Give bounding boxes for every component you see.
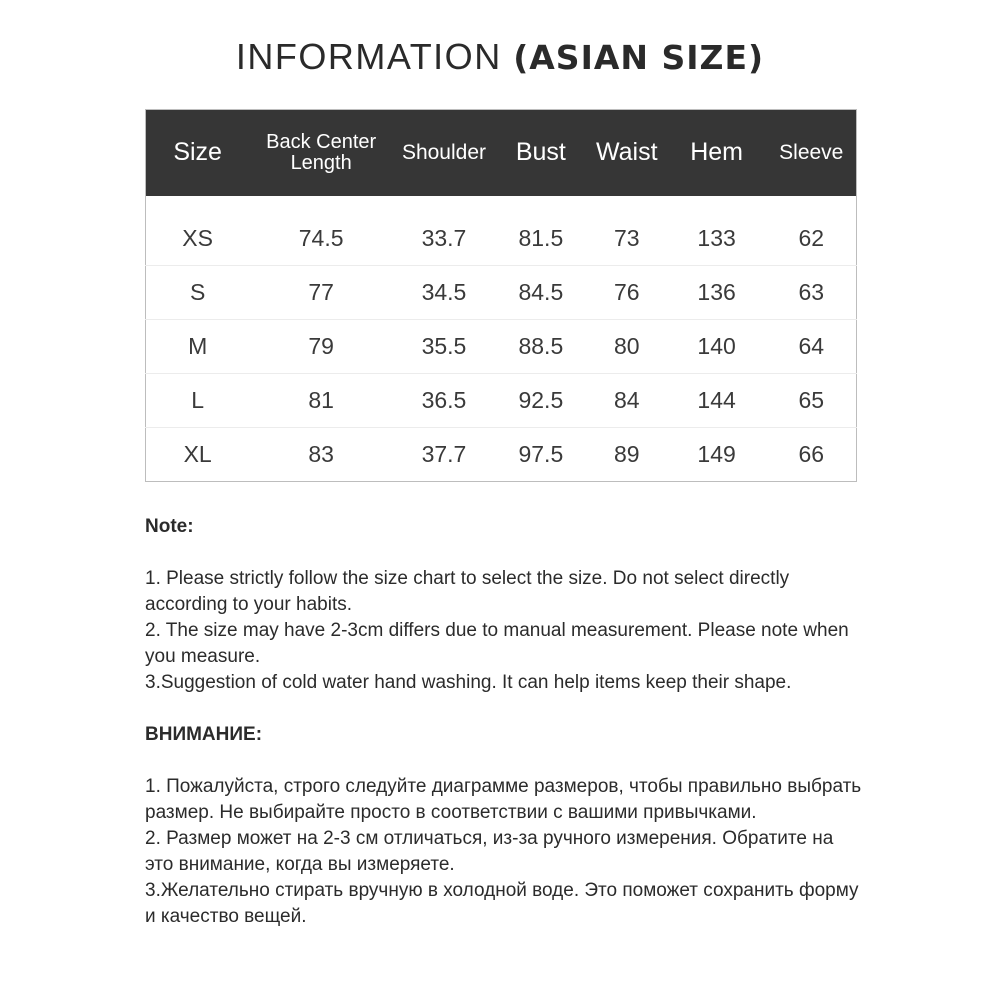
cell-shoulder: 36.5	[393, 374, 495, 428]
cell-shoulder: 35.5	[393, 320, 495, 374]
cell-back-center-length: 74.5	[298, 224, 344, 251]
cell-shoulder: 33.7	[421, 224, 467, 251]
cell-sleeve: 63	[767, 266, 857, 320]
cell-bust: 88.5	[495, 320, 587, 374]
cell-waist: 80	[587, 320, 667, 374]
cell-back-center-length: 83	[249, 428, 393, 482]
notes-section	[145, 514, 865, 930]
cell-sleeve: 64	[767, 320, 857, 374]
cell-bust: 81.5	[518, 224, 564, 251]
header-back-center-line2: Length	[290, 151, 352, 174]
notes-en-item: 2. The size may have 2-3cm differs due to manual measurement. Please note when you measure.	[145, 620, 849, 667]
cell-back-center-length: 77	[249, 266, 393, 320]
header-bust: Bust	[515, 138, 566, 167]
cell-sleeve: 62	[798, 224, 825, 251]
cell-size: L	[146, 374, 250, 428]
notes-en-heading: Note:	[145, 516, 194, 537]
cell-size: XL	[146, 428, 250, 482]
notes-ru-item: 1. Пожалуйста, строго следуйте диаграмме размеров, чтобы правильно выбрать размер. Не выбирайте просто в соответствии с вашими привычками.	[145, 776, 862, 823]
cell-hem: 136	[667, 266, 767, 320]
cell-hem: 133	[697, 224, 736, 251]
header-waist: Waist	[595, 138, 658, 167]
table-row	[146, 428, 857, 482]
header-back-center-length	[249, 110, 393, 196]
notes-ru-heading: ВНИМАНИЕ:	[145, 724, 263, 745]
cell-sleeve: 65	[767, 374, 857, 428]
table-spacer	[146, 196, 857, 212]
cell-shoulder: 37.7	[393, 428, 495, 482]
cell-waist: 73	[613, 224, 640, 251]
table-row	[146, 320, 857, 374]
cell-size: S	[146, 266, 250, 320]
cell-back-center-length: 79	[249, 320, 393, 374]
notes-en-item: 1. Please strictly follow the size chart to select the size. Do not select directly according to your habits.	[145, 568, 790, 615]
title-bold: (ASIAN SIZE)	[513, 38, 765, 77]
notes-en-item: 3.Suggestion of cold water hand washing. It can help items keep their shape.	[145, 672, 792, 693]
table-row	[146, 374, 857, 428]
table-header-row	[146, 110, 857, 196]
header-sleeve: Sleeve	[779, 141, 844, 165]
cell-hem: 144	[667, 374, 767, 428]
header-back-center-line1: Back Center	[266, 130, 377, 153]
cell-size: M	[146, 320, 250, 374]
cell-waist: 84	[587, 374, 667, 428]
cell-hem: 149	[667, 428, 767, 482]
header-shoulder: Shoulder	[401, 141, 486, 165]
cell-back-center-length: 81	[249, 374, 393, 428]
header-hem: Hem	[690, 138, 744, 167]
table-row	[146, 212, 857, 266]
title-light: INFORMATION	[235, 36, 514, 77]
cell-size: XS	[182, 224, 213, 251]
size-chart-table	[145, 109, 857, 482]
cell-waist: 89	[587, 428, 667, 482]
notes-ru-item: 3.Желательно стирать вручную в холодной воде. Это поможет сохранить форму и качество вещей.	[145, 880, 859, 927]
cell-waist: 76	[587, 266, 667, 320]
table-row	[146, 266, 857, 320]
cell-sleeve: 66	[767, 428, 857, 482]
notes-ru-item: 2. Размер может на 2-3 см отличаться, из-за ручного измерения. Обратите на это внимание, когда вы измеряете.	[145, 828, 834, 875]
cell-hem: 140	[667, 320, 767, 374]
cell-bust: 97.5	[495, 428, 587, 482]
cell-shoulder: 34.5	[393, 266, 495, 320]
cell-bust: 84.5	[495, 266, 587, 320]
page-title	[0, 36, 1000, 78]
cell-bust: 92.5	[495, 374, 587, 428]
header-size: Size	[173, 138, 222, 167]
